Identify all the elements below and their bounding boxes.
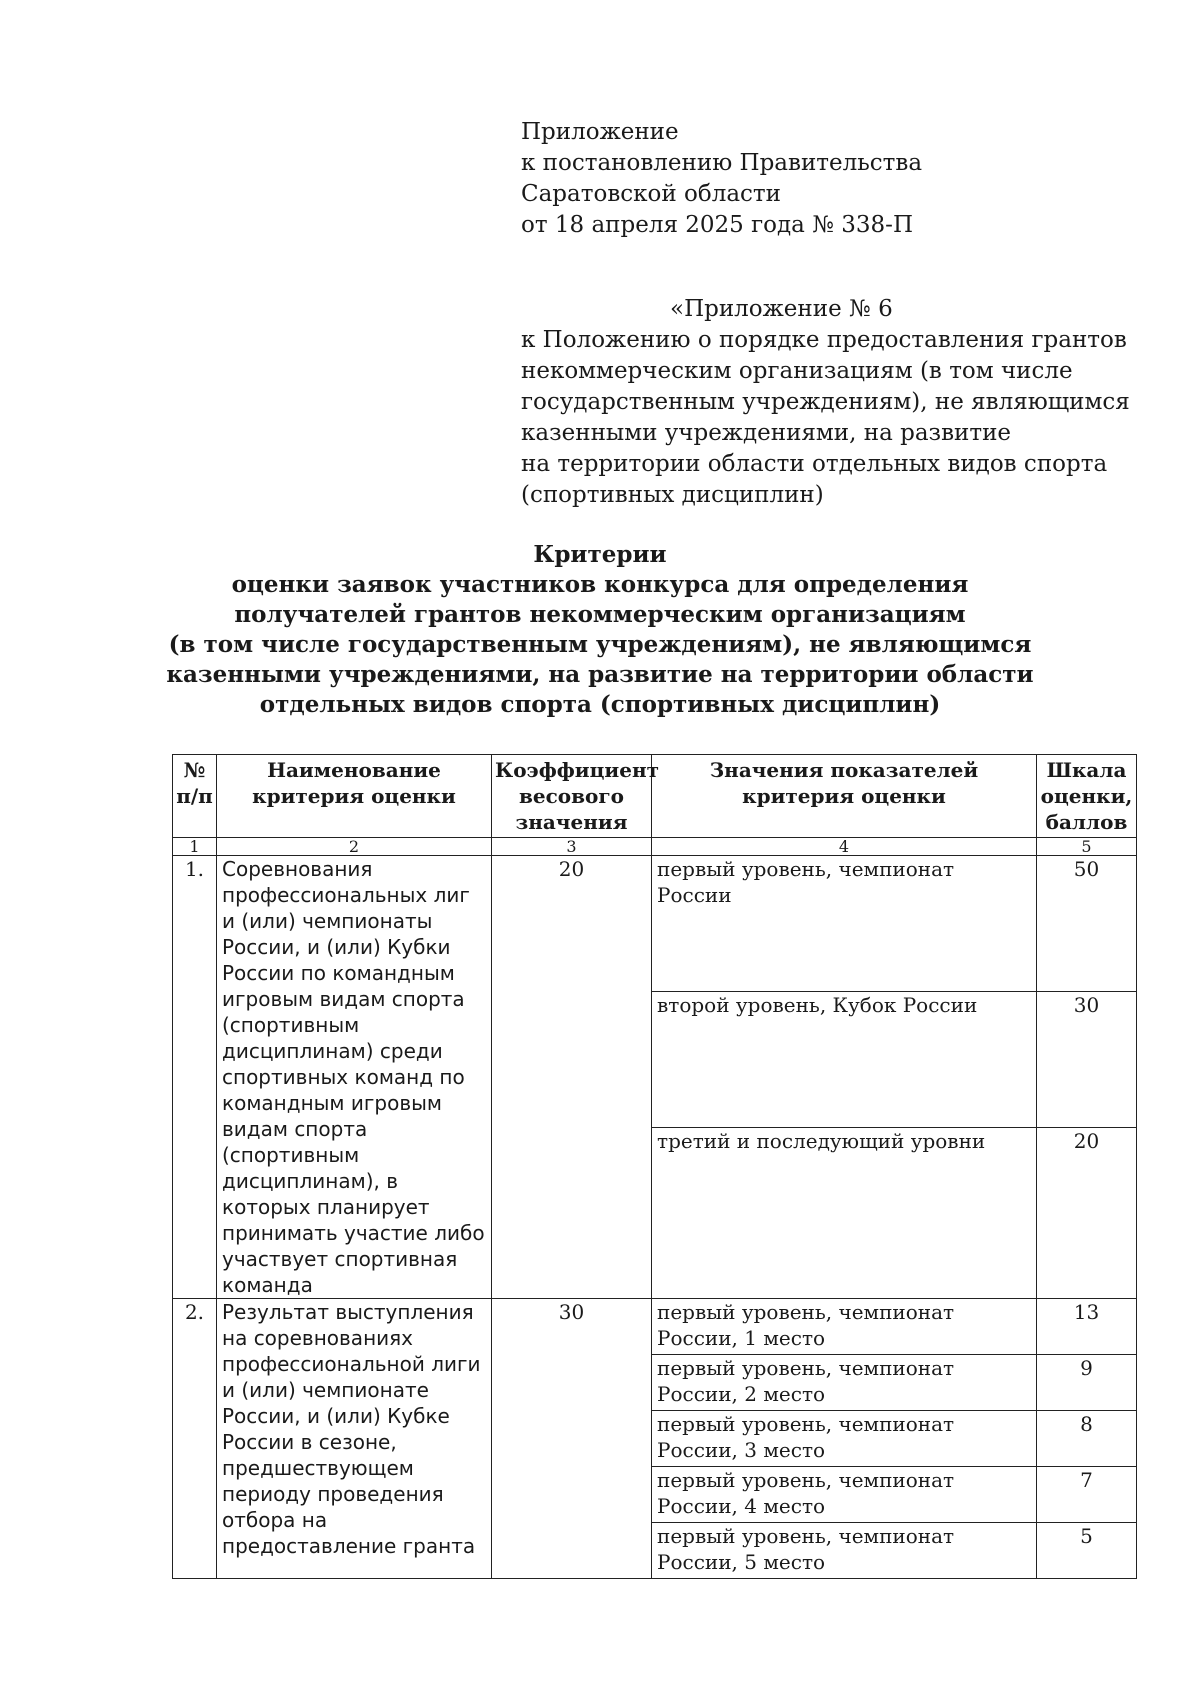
document-title [0,540,1200,720]
appendix6-line: государственным учреждениям), не являющимся [521,389,1130,415]
criterion-value: второй уровень, Кубок России [652,992,1037,1128]
table-row [173,856,1137,992]
header-coef: Коэффициент весового значения [492,755,652,838]
column-number-row [173,838,1137,856]
score: 9 [1037,1355,1137,1411]
title-line: (в том числе государственным учреждениям), не являющимся [168,631,1032,658]
appendix6-line: к Положению о порядке предоставления грантов [521,327,1127,353]
appendix-line: к постановлению Правительства [521,150,923,176]
appendix6-line: некоммерческим организациям (в том числе [521,358,1073,384]
appendix6-header [521,294,1141,511]
appendix6-line: на территории области отдельных видов спорта [521,451,1108,477]
criterion-value: первый уровень, чемпионат России, 2 место [652,1355,1037,1411]
appendix6-head: «Приложение № 6 [670,296,893,322]
title-line: казенными учреждениями, на развитие на территории области [166,661,1034,688]
header-scale: Шкала оценки, баллов [1037,755,1137,838]
col-number: 2 [217,838,492,856]
criterion-value: первый уровень, чемпионат России [652,856,1037,992]
criterion-name: Соревнования профессиональных лиг и (или) чемпионаты России, и (или) Кубки России по командным игровым видам спорта (спортивным дисциплинам) среди спортивных команд по командным игровым видам спорта (спортивным дисциплинам), в которых планирует принимать участие либо участвует спортивная команда [217,856,492,1299]
row-number: 2. [173,1299,217,1579]
header-values: Значения показателей критерия оценки [652,755,1037,838]
criterion-value: первый уровень, чемпионат России, 5 место [652,1523,1037,1579]
score: 13 [1037,1299,1137,1355]
coefficient: 30 [492,1299,652,1579]
criteria-table [172,754,1137,1579]
appendix6-line: (спортивных дисциплин) [521,482,824,508]
header-num: № п/п [173,755,217,838]
appendix-line: Саратовской области [521,181,781,207]
criterion-value: первый уровень, чемпионат России, 3 место [652,1411,1037,1467]
score: 30 [1037,992,1137,1128]
header-name: Наименование критерия оценки [217,755,492,838]
criterion-value: третий и последующий уровни [652,1128,1037,1299]
title-line: отдельных видов спорта (спортивных дисциплин) [259,691,941,718]
criterion-name: Результат выступления на соревнованиях профессиональной лиги и (или) чемпионате России, и (или) Кубке России в сезоне, предшествующем периоду проведения отбора на предоставление гранта [217,1299,492,1579]
appendix6-line: казенными учреждениями, на развитие [521,420,1012,446]
table-header-row [173,755,1137,838]
score: 7 [1037,1467,1137,1523]
row-number: 1. [173,856,217,1299]
coefficient: 20 [492,856,652,1299]
col-number: 3 [492,838,652,856]
col-number: 1 [173,838,217,856]
table-row [173,1299,1137,1355]
score: 8 [1037,1411,1137,1467]
title-line: получателей грантов некоммерческим организациям [234,601,966,628]
title-line: оценки заявок участников конкурса для определения [231,571,969,598]
score: 50 [1037,856,1137,992]
score: 20 [1037,1128,1137,1299]
criterion-value: первый уровень, чемпионат России, 1 место [652,1299,1037,1355]
score: 5 [1037,1523,1137,1579]
title-line: Критерии [533,541,667,568]
col-number: 5 [1037,838,1137,856]
appendix-line: от 18 апреля 2025 года № 338-П [521,212,913,238]
criterion-value: первый уровень, чемпионат России, 4 место [652,1467,1037,1523]
appendix-header [521,117,922,241]
col-number: 4 [652,838,1037,856]
appendix-line: Приложение [521,119,679,145]
